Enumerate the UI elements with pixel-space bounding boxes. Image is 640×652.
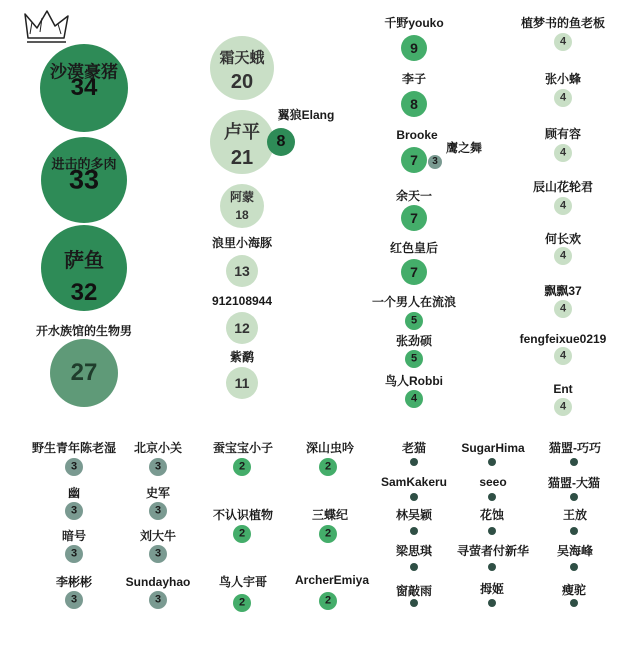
bubble-label-23: 辰山花轮君: [532, 180, 594, 194]
bubble-label-27: Ent: [553, 382, 573, 396]
bubble-48: [410, 527, 418, 535]
bubble-label-13: Brooke: [396, 128, 438, 142]
bubble-value-16: 7: [410, 264, 418, 280]
bubble-value-40: 2: [238, 596, 246, 609]
bubble-value-3: 27: [70, 359, 98, 386]
bubble-value-15: 7: [410, 210, 418, 226]
bubble-value-4: 20: [230, 71, 254, 93]
bubble-value-14: 3: [432, 156, 438, 167]
bubble-value-17: 5: [410, 314, 418, 327]
bubble-43: [488, 458, 496, 466]
bubble-label-34: 李彬彬: [55, 575, 93, 589]
bubble-label-45: SamKakeru: [380, 475, 448, 489]
bubble-label-49: 花蚀: [479, 508, 505, 522]
bubble-label-56: 瘦驼: [561, 583, 587, 597]
bubble-label-42: 老猫: [401, 441, 427, 455]
bubble-51: [410, 563, 418, 571]
bubble-53: [570, 563, 578, 571]
bubble-42: [410, 458, 418, 466]
bubble-label-28: 野生青年陈老湿: [31, 441, 117, 455]
bubble-value-34: 3: [70, 593, 78, 606]
bubble-value-5: 21: [230, 147, 254, 169]
bubble-46: [488, 493, 496, 501]
bubble-value-24: 4: [559, 249, 567, 262]
bubble-value-39: 2: [324, 527, 332, 540]
bubble-label-4: 霜天蛾: [219, 49, 265, 67]
bubble-label-33: 刘大牛: [139, 529, 177, 543]
bubble-label-48: 林吴颖: [395, 508, 433, 522]
bubble-value-38: 2: [238, 527, 246, 540]
bubble-value-37: 2: [324, 460, 332, 473]
bubble-label-9: 912108944: [211, 294, 273, 308]
bubble-value-9: 12: [234, 320, 250, 336]
bubble-value-6: 8: [276, 133, 286, 150]
bubble-56: [570, 599, 578, 607]
bubble-label-41: ArcherEmiya: [294, 573, 370, 587]
bubble-label-37: 深山虫吟: [305, 441, 355, 455]
bubble-value-26: 4: [559, 349, 567, 362]
bubble-54: [410, 599, 418, 607]
bubble-label-7: 阿蒙: [229, 190, 255, 204]
bubble-label-6: 翼狼Elang: [277, 108, 335, 122]
bubble-value-18: 5: [410, 352, 418, 365]
bubble-label-2: 萨鱼: [64, 250, 104, 272]
bubble-label-54: 窗敲雨: [395, 584, 433, 598]
bubble-label-3: 开水族馆的生物男: [35, 324, 133, 338]
bubble-label-51: 梁思琪: [395, 544, 433, 558]
bubble-value-2: 32: [70, 279, 98, 306]
bubble-49: [488, 527, 496, 535]
bubble-47: [570, 493, 578, 501]
bubble-value-28: 3: [70, 460, 78, 473]
bubble-value-10: 11: [234, 375, 250, 391]
bubble-label-15: 余天一: [395, 189, 433, 203]
bubble-value-30: 3: [70, 504, 78, 517]
bubble-label-39: 三蝶纪: [311, 508, 349, 522]
bubble-label-36: 蚕宝宝小子: [212, 441, 274, 455]
bubble-label-11: 千野youko: [384, 16, 444, 30]
bubble-label-29: 北京小关: [133, 441, 183, 455]
bubble-label-40: 鸟人宇哥: [218, 575, 268, 589]
bubble-value-25: 4: [559, 302, 567, 315]
bubble-label-22: 顾有容: [544, 127, 582, 141]
bubble-label-52: 寻萤者付新华: [456, 544, 530, 558]
bubble-label-19: 鸟人Robbi: [385, 374, 443, 388]
bubble-45: [410, 493, 418, 501]
bubble-label-50: 王放: [562, 508, 588, 522]
bubble-value-0: 34: [70, 74, 98, 101]
bubble-label-14: 鹰之舞: [445, 141, 483, 155]
bubble-label-21: 张小蜂: [544, 72, 582, 86]
bubble-label-17: 一个男人在流浪: [371, 295, 457, 309]
bubble-label-25: 飘飘37: [544, 284, 582, 298]
bubble-44: [570, 458, 578, 466]
bubble-value-31: 3: [154, 504, 162, 517]
bubble-value-23: 4: [559, 199, 567, 212]
bubble-value-20: 4: [559, 35, 567, 48]
bubble-label-24: 何长欢: [544, 232, 582, 246]
bubble-label-16: 红色皇后: [389, 241, 439, 255]
bubble-value-12: 8: [410, 96, 418, 112]
bubble-label-44: 猫盟-巧巧: [549, 441, 601, 455]
bubble-value-19: 4: [410, 392, 418, 405]
bubble-value-11: 9: [410, 40, 418, 56]
bubble-label-18: 张劲硕: [395, 334, 433, 348]
bubble-50: [570, 527, 578, 535]
bubble-label-10: 紫鹬: [229, 350, 255, 364]
bubble-value-1: 33: [68, 164, 100, 195]
bubble-label-38: 不认识植物: [212, 508, 274, 522]
bubble-label-12: 李子: [401, 72, 427, 86]
bubble-label-46: seeo: [479, 475, 507, 489]
bubble-value-33: 3: [154, 547, 162, 560]
bubble-value-21: 4: [559, 91, 567, 104]
bubble-value-36: 2: [238, 460, 246, 473]
bubble-label-32: 暗号: [61, 529, 87, 543]
bubble-55: [488, 599, 496, 607]
bubble-label-55: 拇姬: [479, 582, 505, 596]
bubble-52: [488, 563, 496, 571]
bubble-value-8: 13: [234, 263, 250, 279]
bubble-label-26: fengfeixue0219: [519, 332, 607, 346]
bubble-value-27: 4: [559, 400, 567, 413]
bubble-label-8: 浪里小海豚: [211, 236, 273, 250]
bubble-value-32: 3: [70, 547, 78, 560]
bubble-value-13: 7: [410, 152, 418, 168]
bubble-label-47: 猫盟-大猫: [548, 476, 600, 490]
bubble-label-0: 沙漠豪猪: [50, 62, 118, 82]
bubble-label-5: 卢平: [224, 122, 260, 142]
bubble-value-22: 4: [559, 146, 567, 159]
bubble-label-20: 植梦书的鱼老板: [520, 16, 606, 30]
bubble-label-31: 史军: [145, 486, 171, 500]
bubble-value-7: 18: [235, 208, 249, 222]
bubble-value-35: 3: [154, 593, 162, 606]
bubble-label-35: Sundayhao: [125, 575, 191, 589]
bubble-label-53: 吴海峰: [556, 544, 594, 558]
bubble-label-30: 幽: [67, 486, 81, 500]
bubble-label-1: 进击的多肉: [51, 156, 117, 172]
crown-icon: [22, 8, 72, 48]
bubble-value-29: 3: [154, 460, 162, 473]
bubble-value-41: 2: [324, 594, 332, 607]
bubble-label-43: SugarHima: [461, 441, 525, 455]
